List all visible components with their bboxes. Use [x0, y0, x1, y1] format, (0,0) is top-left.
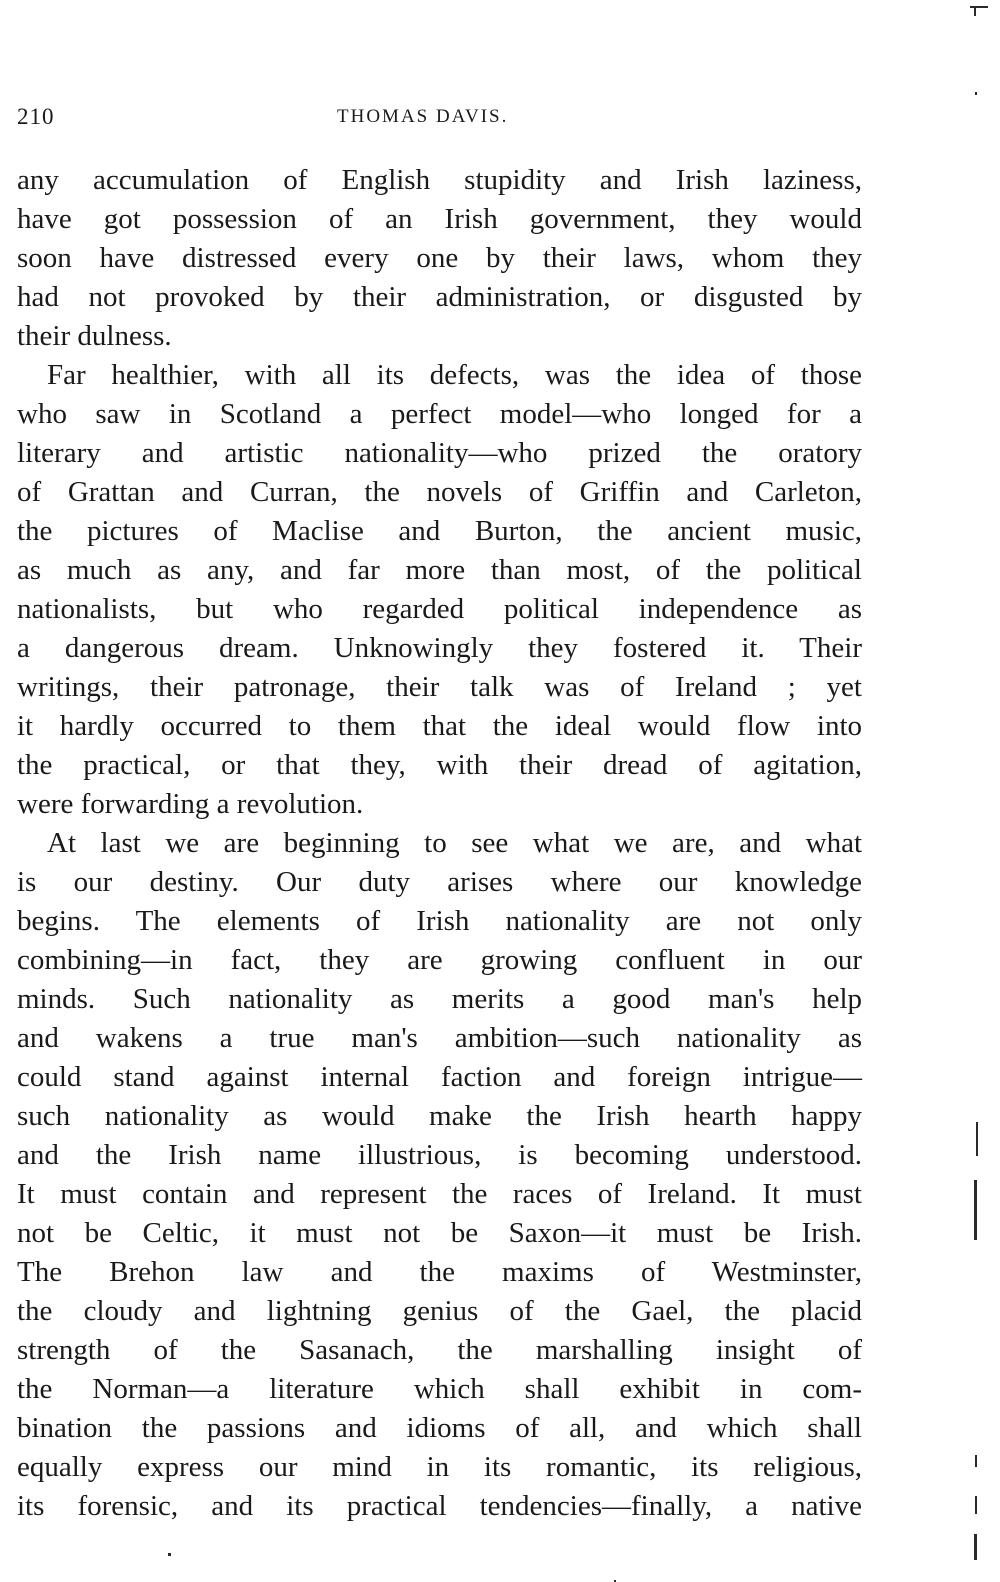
- page-number: 210: [17, 104, 55, 129]
- text-line: It must contain and represent the races of Ireland. It must: [17, 1178, 862, 1210]
- text-line: of Grattan and Curran, the novels of Griffin and Carleton,: [17, 476, 862, 508]
- text-line: equally express our mind in its romantic, its religious,: [17, 1451, 862, 1483]
- scan-artifact: [970, 6, 988, 8]
- text-line: their dulness.: [17, 320, 172, 352]
- scan-artifact: [975, 1455, 977, 1467]
- text-line: nationalists, but who regarded political independence as: [17, 593, 862, 625]
- text-line: combining—in fact, they are growing confluent in our: [17, 944, 862, 976]
- text-line: is our destiny. Our duty arises where our knowledge: [17, 866, 862, 898]
- text-line: the practical, or that they, with their dread of agitation,: [17, 749, 862, 781]
- text-line: literary and artistic nationality—who prized the oratory: [17, 437, 862, 469]
- body-text: [17, 161, 862, 1526]
- scan-artifact: [974, 1180, 977, 1240]
- text-line: it hardly occurred to them that the ideal would flow into: [17, 710, 862, 742]
- paragraph-start-line: Far healthier, with all its defects, was the idea of those: [47, 359, 862, 391]
- text-line: a dangerous dream. Unknowingly they fostered it. Their: [17, 632, 862, 664]
- scan-artifact: [976, 1122, 978, 1156]
- running-head: [17, 101, 862, 133]
- text-line: who saw in Scotland a perfect model—who longed for a: [17, 398, 862, 430]
- text-line: The Brehon law and the maxims of Westminster,: [17, 1256, 862, 1288]
- text-line: not be Celtic, it must not be Saxon—it must be Irish.: [17, 1217, 862, 1249]
- text-line: had not provoked by their administration, or disgusted by: [17, 281, 862, 313]
- text-line: soon have distressed every one by their laws, whom they: [17, 242, 862, 274]
- text-line: the cloudy and lightning genius of the Gael, the placid: [17, 1295, 862, 1327]
- text-line: its forensic, and its practical tendencies—finally, a native: [17, 1490, 862, 1522]
- text-line: such nationality as would make the Irish hearth happy: [17, 1100, 862, 1132]
- text-line: minds. Such nationality as merits a good man's help: [17, 983, 862, 1015]
- text-line: were forwarding a revolution.: [17, 788, 364, 820]
- text-line: as much as any, and far more than most, of the political: [17, 554, 862, 586]
- text-line: the Norman—a literature which shall exhibit in com-: [17, 1373, 862, 1405]
- text-line: strength of the Sasanach, the marshalling insight of: [17, 1334, 862, 1366]
- text-line: the pictures of Maclise and Burton, the ancient music,: [17, 515, 862, 547]
- text-line: and wakens a true man's ambition—such nationality as: [17, 1022, 862, 1054]
- running-title: THOMAS DAVIS.: [337, 106, 509, 127]
- scan-artifact: [168, 1553, 171, 1556]
- scan-artifact: [975, 1496, 977, 1514]
- text-line: writings, their patronage, their talk was of Ireland ; yet: [17, 671, 862, 703]
- text-line: have got possession of an Irish government, they would: [17, 203, 862, 235]
- paragraph-start-line: At last we are beginning to see what we are, and what: [47, 827, 862, 859]
- text-line: bination the passions and idioms of all, and which shall: [17, 1412, 862, 1444]
- text-line: begins. The elements of Irish nationality are not only: [17, 905, 862, 937]
- scan-artifact: [975, 92, 977, 95]
- scan-artifact: [974, 8, 976, 16]
- text-line: and the Irish name illustrious, is becoming understood.: [17, 1139, 862, 1171]
- scan-artifact: [974, 1534, 977, 1560]
- text-line: any accumulation of English stupidity and Irish laziness,: [17, 164, 862, 196]
- text-line: could stand against internal faction and foreign intrigue—: [17, 1061, 862, 1093]
